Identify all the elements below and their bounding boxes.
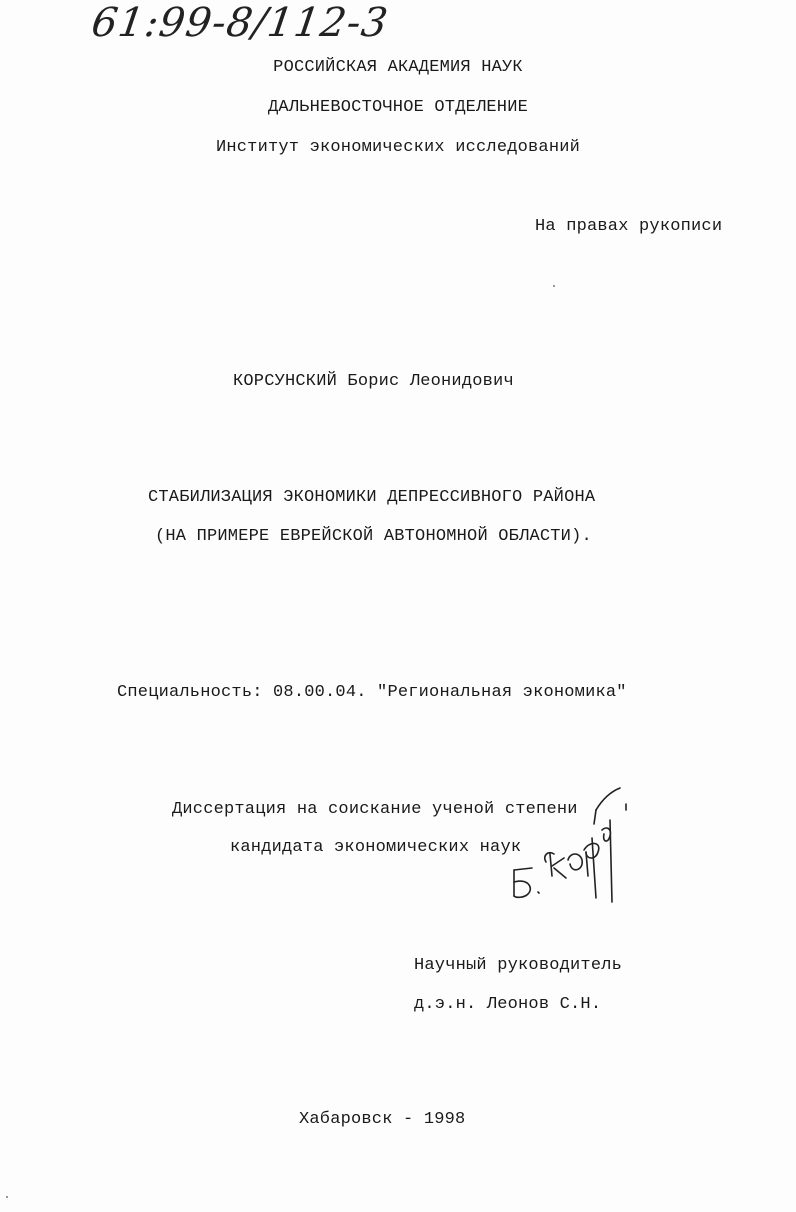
academy-name: РОССИЙСКАЯ АКАДЕМИЯ НАУК <box>273 58 523 77</box>
title-line-2: (НА ПРИМЕРЕ ЕВРЕЙСКОЙ АВТОНОМНОЙ ОБЛАСТИ). <box>155 527 592 546</box>
manuscript-note: На правах рукописи <box>535 217 723 236</box>
handwritten-signature <box>498 780 638 910</box>
degree-line-1: Диссертация на соискание ученой степени <box>172 800 578 819</box>
supervisor-label: Научный руководитель <box>414 956 623 975</box>
place-year: Хабаровск - 1998 <box>299 1110 466 1129</box>
author-name: КОРСУНСКИЙ Борис Леонидович <box>233 372 514 391</box>
archive-code-handwritten: 61:99-8/112-3 <box>88 0 392 46</box>
degree-line-2: кандидата экономических наук <box>230 838 522 857</box>
scan-speck <box>6 1196 8 1198</box>
supervisor-name: д.э.н. Леонов С.Н. <box>414 995 602 1014</box>
title-line-1: СТАБИЛИЗАЦИЯ ЭКОНОМИКИ ДЕПРЕССИВНОГО РАЙОНА <box>148 488 596 507</box>
scan-speck <box>553 285 555 287</box>
branch-name: ДАЛЬНЕВОСТОЧНОЕ ОТДЕЛЕНИЕ <box>267 98 529 117</box>
institute-name: Институт экономических исследований <box>215 138 581 157</box>
specialty: Специальность: 08.00.04. "Региональная экономика" <box>117 683 627 702</box>
